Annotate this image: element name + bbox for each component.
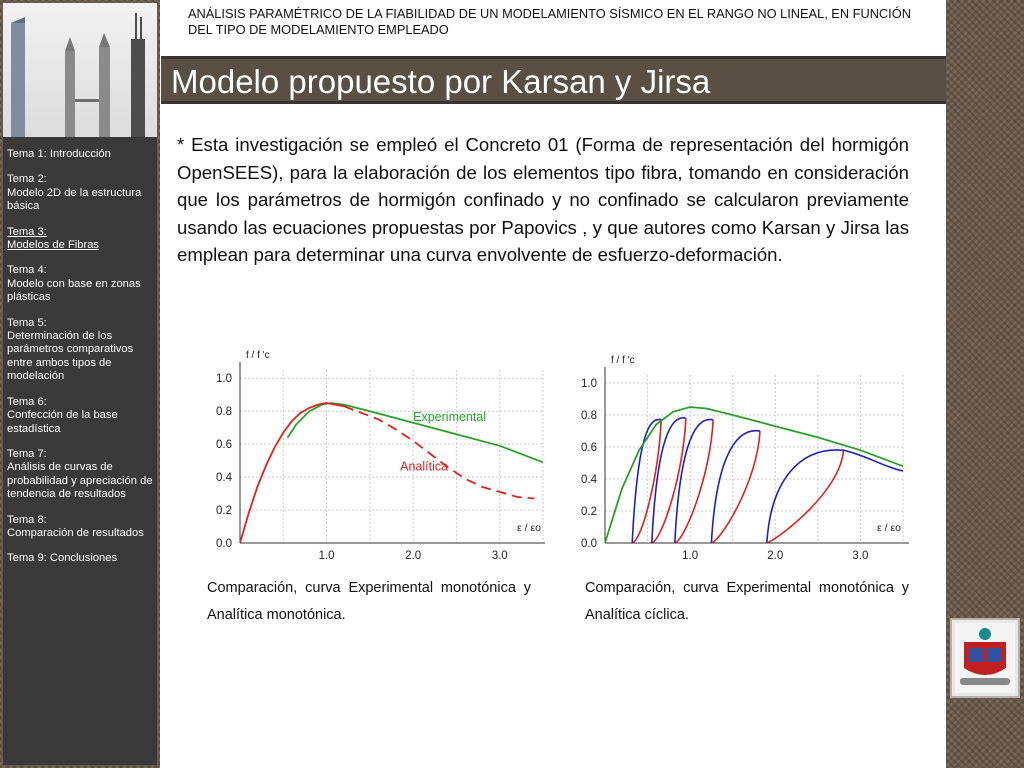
caption-monotonic: Comparación, curva Experimental monotónica y Analítica monotónica. [207,580,531,623]
y-tick-label: 0.2 [216,505,232,518]
y-tick-label: 0.6 [581,442,597,454]
body-paragraph: * Esta investigación se empleó el Concreto 01 (Forma de representación del hormigón OpenSEES), para la elaboración de los elementos tipo fibra, tomando en consideración que los parámetros de hormigón confinado y no confinado se calcularon previamente usando las ecuaciones propuestas por Papovics , y que autores como Karsan y Jirsa las emplean para determinar una curva envolvente de esfuerzo-deformación. [177,134,909,266]
sidebar-item-tema-3[interactable] [7,226,155,253]
sidebar-item-sub: Modelos de Fibras [7,239,100,252]
x-tick-label: 3.0 [491,550,508,562]
reloading-curve-3 [675,419,713,543]
sidebar-item-label: Tema 1: Introducción [7,148,111,160]
tower-2 [65,51,75,137]
y-tick-label: 1.0 [216,373,232,386]
tower-3 [99,47,110,137]
sidebar-item-sub: Modelo con base en zonas plásticas [7,277,141,304]
tower-4-antenna-2 [140,17,142,39]
x-tick-label: 2.0 [405,550,422,562]
tower-1-top [11,17,25,23]
y-tick-label: 0.2 [581,506,597,518]
sidebar-item-tema-2[interactable] [7,173,155,213]
y-axis-label: f / f 'c [246,350,270,361]
sidebar-item-tema-7[interactable] [7,448,155,502]
y-tick-label: 0.8 [216,406,232,419]
y-tick-label: 0.0 [216,538,232,550]
sidebar-item-tema-5[interactable] [7,317,155,384]
chart-cyclic [560,345,915,570]
sidebar-item-tema-6[interactable] [7,396,155,436]
sidebar-item-label: Tema 2: [7,173,47,186]
sidebar-item-label: Tema 9: Conclusiones [7,552,118,565]
unloading-curve-5 [767,450,844,543]
x-axis-label: ε / εo [877,522,901,534]
skybridge [75,99,99,102]
sidebar-item-label: Tema 6: [7,395,47,408]
y-tick-label: 1.0 [581,378,597,390]
chart-monotonic [195,340,545,570]
presentation-header: ANÁLISIS PARAMÉTRICO DE LA FIABILIDAD DE UN MODELAMIENTO SÍSMICO EN EL RANGO NO LINEAL, EN FUNCIÓN DEL TIPO DE MODELAMIENTO EMPLEADO [188,6,911,37]
sidebar-item-label: Tema 8: [7,513,47,526]
x-tick-label: 1.0 [318,550,335,562]
logo-gear-icon [987,648,1001,662]
x-tick-label: 1.0 [682,550,699,562]
y-tick-label: 0.6 [216,439,232,452]
sidebar-item-label: Tema 4: [7,264,47,277]
sidebar-item-sub: Comparación de resultados [7,526,144,539]
x-tick-label: 2.0 [767,550,784,562]
skyscrapers-image [3,3,157,137]
sidebar-item-label: Tema 5: [7,316,47,329]
y-axis-label: f / f 'c [611,355,635,366]
tower-2-spire [65,37,75,51]
y-tick-label: 0.4 [581,474,597,486]
label-experimental: Experimental [413,410,487,425]
sidebar-item-tema-9[interactable] [7,552,155,565]
sidebar-item-tema-1[interactable] [7,148,155,161]
logo-ribbon [960,678,1010,685]
tower-4-antenna [135,13,137,39]
sidebar-item-tema-8[interactable] [7,514,155,541]
sidebar-item-sub: Determinación de los parámetros comparativos entre ambos tipos de modelación [7,330,134,383]
tower-3-spire [99,33,110,47]
caption-cyclic: Comparación, curva Experimental monotónica y Analítica cíclica. [585,580,909,623]
series-analitica-solid-line [240,403,344,543]
sidebar-item-sub: Modelo 2D de la estructura básica [7,186,142,213]
y-tick-label: 0.8 [581,410,597,422]
title-bar [161,56,946,104]
tower-4 [131,39,145,137]
label-analitica: Analítica [400,459,449,474]
tower-1 [11,23,25,137]
x-axis-label: ε / εo [517,522,541,534]
logo-globe-icon [979,628,991,640]
y-tick-label: 0.0 [581,538,597,550]
sidebar-item-sub: Análisis de curvas de probabilidad y apreciación de tendencia de resultados [7,461,153,501]
x-tick-label: 3.0 [852,550,869,562]
sidebar-item-label: Tema 3: [7,225,47,238]
university-logo [950,618,1020,698]
sidebar-item-tema-4[interactable] [7,264,155,304]
sidebar-item-label: Tema 7: [7,447,47,460]
logo-book-icon [969,648,983,662]
y-tick-label: 0.4 [216,472,232,485]
sidebar-item-sub: Confección de la base estadística [7,409,118,435]
page-title: Modelo propuesto por Karsan y Jirsa [171,63,711,100]
sidebar-nav [7,148,155,578]
